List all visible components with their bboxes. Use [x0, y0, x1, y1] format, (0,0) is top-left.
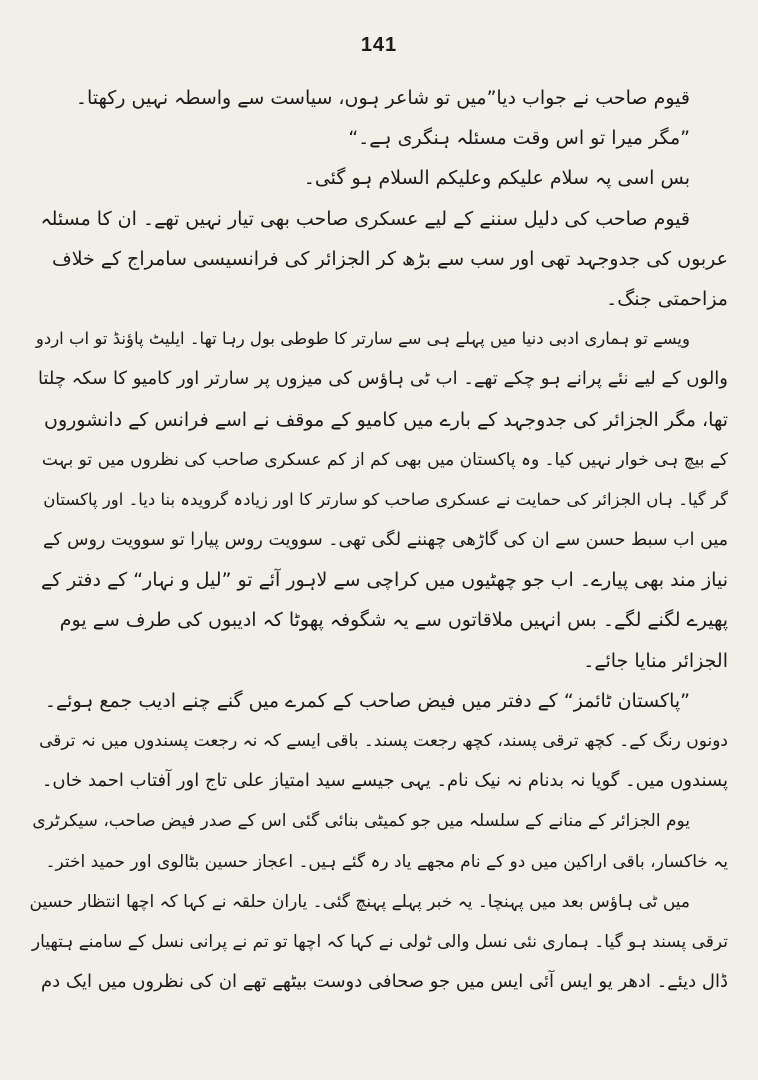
text-line: میں اب سبط حسن سے ان کی گاڑھی چھننے لگی تھی۔ سوویت روس پیارا تو سوویت روس کے [43, 530, 728, 551]
page-number: 141 [360, 34, 398, 56]
text-line: یہ خاکسار، باقی اراکین میں دو کے نام مجھے یاد رہ گئے ہیں۔ اعجاز حسین بٹالوی اور حمید اختر۔ [45, 851, 728, 872]
text-line: قیوم صاحب نے جواب دیا”میں تو شاعر ہوں، سیاست سے واسطہ نہیں رکھتا۔ [75, 87, 690, 109]
text-line: بس اسی پہ سلام علیکم وعلیکم السلام ہو گئی۔ [303, 167, 690, 190]
text-line: ڈال دیئے۔ ادھر یو ایس آئی ایس میں جو صحافی دوست بیٹھے تھے ان کی نظروں میں ایک دم [40, 971, 728, 993]
text-line: میں ٹی ہاؤس بعد میں پہنچا۔ یہ خبر پہلے پہنچ گئی۔ یاران حلقہ نے کہا کہ اچھا انتظار حسین [30, 891, 690, 912]
text-line: گر گیا۔ ہاں الجزائر کی حمایت نے عسکری صاحب کو سارتر کا اور زیادہ گرویدہ بنا دیا۔ اور پاکستان [43, 489, 728, 509]
text-line: مزاحمتی جنگ۔ [606, 287, 728, 310]
text-line: کے بیچ ہی خوار نہیں کیا۔ وہ پاکستان میں بھی کم از کم عسکری صاحب کی نظروں میں تو بہت [41, 449, 728, 470]
text-line: تھا، مگر الجزائر کی جدوجہد کے بارے میں کامیو کے موقف نے اسے فرانس کے دانشوروں [43, 408, 728, 431]
text-line: ویسے تو ہماری ادبی دنیا میں پہلے ہی سے سارتر کا طوطی بول رہا تھا۔ ایلیٹ پاؤنڈ تو اب اردو [35, 329, 690, 349]
text-line: والوں کے لیے نئے پرانے ہو چکے تھے۔ اب ٹی ہاؤس کی میزوں پر سارتر اور کامیو کا سکہ چلتا [37, 368, 728, 390]
text-line: ”پاکستان ٹائمز“ کے دفتر میں فیض صاحب کے کمرے میں گنے چنے ادیب جمع ہوئے۔ [44, 689, 690, 712]
text-line: ”مگر میرا تو اس وقت مسئلہ ہنگری ہے۔“ [348, 127, 690, 150]
text-line: عربوں کی جدوجہد تھی اور سب سے بڑھ کر الجزائر کی فرانسیسی سامراج کے خلاف [52, 247, 728, 270]
text-line: ترقی پسند ہو گیا۔ ہماری نئی نسل والی ٹولی نے کہا کہ اچھا تو تم نے پرانی نسل کے سامنے ہتھیار [31, 931, 728, 952]
text-line: یوم الجزائر کے منانے کے سلسلہ میں جو کمیٹی بنائی گئی اس کے صدر فیض صاحب، سیکرٹری [32, 811, 690, 832]
text-line: نیاز مند بھی پیارے۔ اب جو چھٹیوں میں کراچی سے لاہور آئے تو ”لیل و نہار“ کے دفتر کے [40, 569, 728, 592]
text-line: قیوم صاحب کی دلیل سننے کے لیے عسکری صاحب بھی تیار نہیں تھے۔ ان کا مسئلہ [40, 207, 690, 230]
text-line: پھیرے لگنے لگے۔ بس انہیں ملاقاتوں سے یہ شگوفہ پھوٹا کہ ادیبوں کی طرف سے یوم [59, 609, 728, 632]
text-line: پسندوں میں۔ گویا نہ بدنام نہ نیک نام۔ یہی جیسے سید امتیاز علی تاج اور آفتاب احمد خاں۔ [41, 770, 728, 792]
text-line: دونوں رنگ کے۔ کچھ ترقی پسند، کچھ رجعت پسند۔ باقی ایسے کہ نہ رجعت پسندوں میں نہ ترقی [39, 731, 728, 751]
text-line: الجزائر منایا جائے۔ [583, 649, 728, 672]
body-text [30, 78, 728, 1002]
